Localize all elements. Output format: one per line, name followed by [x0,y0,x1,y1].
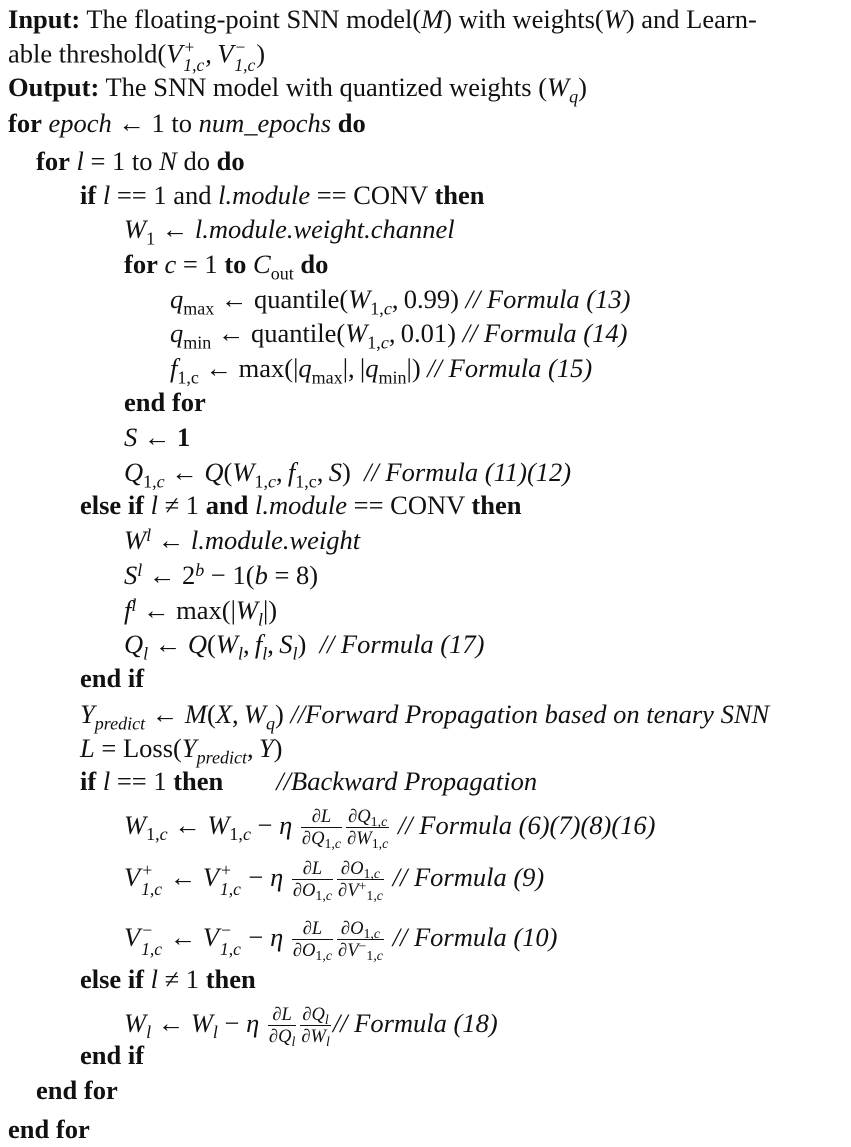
line-ql-assign: $Q_l$ ← $Q(W_l$, $f_l$, $S_l$) // Formula (17) [124,629,485,664]
line-layers: for l = 1 to N do do [36,146,245,176]
line-if-backward: if l == 1 then //Backward Propagation [80,766,538,796]
comment-forward: //Forward Propagation based on tenary SNN [290,699,770,729]
comment-f18: // Formula (18) [332,1007,498,1038]
line-fl-assign: $f^l$ ← $\max(|W_l|)$ [124,594,278,630]
comment-f9: // Formula (9) [392,861,545,892]
comment-f13: // Formula (13) [465,284,631,314]
input-line-1: Input: The floating-point SNN model(M) with weights(W) and Learn- [8,4,757,34]
line-w1-assign: $W_1$ ← l.module.weight.channel [124,214,455,249]
line-forward: $Y_{predict}$ ← M(X, $W_q$) //Forward Propagation based on tenary SNN [80,699,770,734]
comment-f15: // Formula (15) [427,353,593,383]
comment-f14: // Formula (14) [462,318,628,348]
line-end-for-layers: end for [36,1075,118,1105]
line-end-if-1: end if [80,663,145,693]
line-sl-assign: $S^l$ ← $2^b - 1(b = 8)$ [124,559,319,590]
line-elseif-conv: else if l ≠ 1 and l.module == CONV then [80,490,522,520]
line-qmax: $q_{max}$ ← $quantile(W_{1,c}$, 0.99) // Formula (13) [170,284,631,319]
line-update-w1: $W_{1,c}$ ← $W_{1,c} - \eta$ $\frac{\partial L}{\partial Q_{1,c}}$ $\frac{\partial Q_{1,c}}{\partial W_{1,c}}$ // Formula (6)(7)(8)(16) [124,806,656,853]
comment-f10: // Formula (10) [392,921,558,952]
comment-backward: //Backward Propagation [276,766,538,796]
input-line-2: able threshold(V + 1,c , V − 1,c ) [8,37,266,76]
line-end-if-2: end if [80,1040,145,1070]
line-f1c: $f_{1,c}$ ← $\max(|q_{max}|$, $|q_{min}|$) // Formula (15) [170,353,593,388]
line-qmin: $q_{min}$ ← $quantile(W_{1,c}$, 0.01) // Formula (14) [170,318,628,353]
line-update-vplus: V + 1,c ← V + 1,c − η $\frac{\partial L}{\partial O_{1,c}}$ $\frac{\partial O_{1,c}}{\partial V^+_{1,c}}$ // Formula (9) [124,858,545,905]
line-for-channel: for c = 1 to $C_{out}$ do [124,249,329,284]
line-epoch: for epoch ← 1 to num_epochs do [8,108,366,138]
line-end-for-epoch: end for [8,1114,90,1144]
line-wl-assign: $W^l$ ← l.module.weight [124,524,361,555]
line-if-first-layer: if l == 1 and l.module == CONV then [80,180,485,210]
line-update-wl: $W_l$ ← $W_l - \eta$ $\frac{\partial L}{\partial Q_l}$ $\frac{\partial Q_l}{\partial W_l}$ // Formula (18) [124,1004,498,1051]
line-loss: $L = Loss(Y_{predict}$, Y) [80,733,283,768]
comment-f6-16: // Formula (6)(7)(8)(16) [397,809,656,840]
line-elseif-backward: else if l ≠ 1 then [80,964,256,994]
input-label: Input: [8,4,81,34]
line-end-for-channel: end for [124,387,206,417]
line-update-vminus: V − 1,c ← V − 1,c − η $\frac{\partial L}{\partial O_{1,c}}$ $\frac{\partial O_{1,c}}{\partial V^-_{1,c}}$ // Formula (10) [124,918,558,965]
output-label: Output: [8,72,100,102]
line-s-assign: S ← 1 [124,422,191,452]
comment-f17: // Formula (17) [319,629,485,659]
comment-f11-12: // Formula (11)(12) [364,457,572,487]
line-q1c: $Q_{1,c}$ ← $Q(W_{1,c}$, $f_{1,c}$, S) // Formula (11)(12) [124,457,572,492]
output-line: Output: The SNN model with quantized weights $(W_q)$ [8,72,587,107]
